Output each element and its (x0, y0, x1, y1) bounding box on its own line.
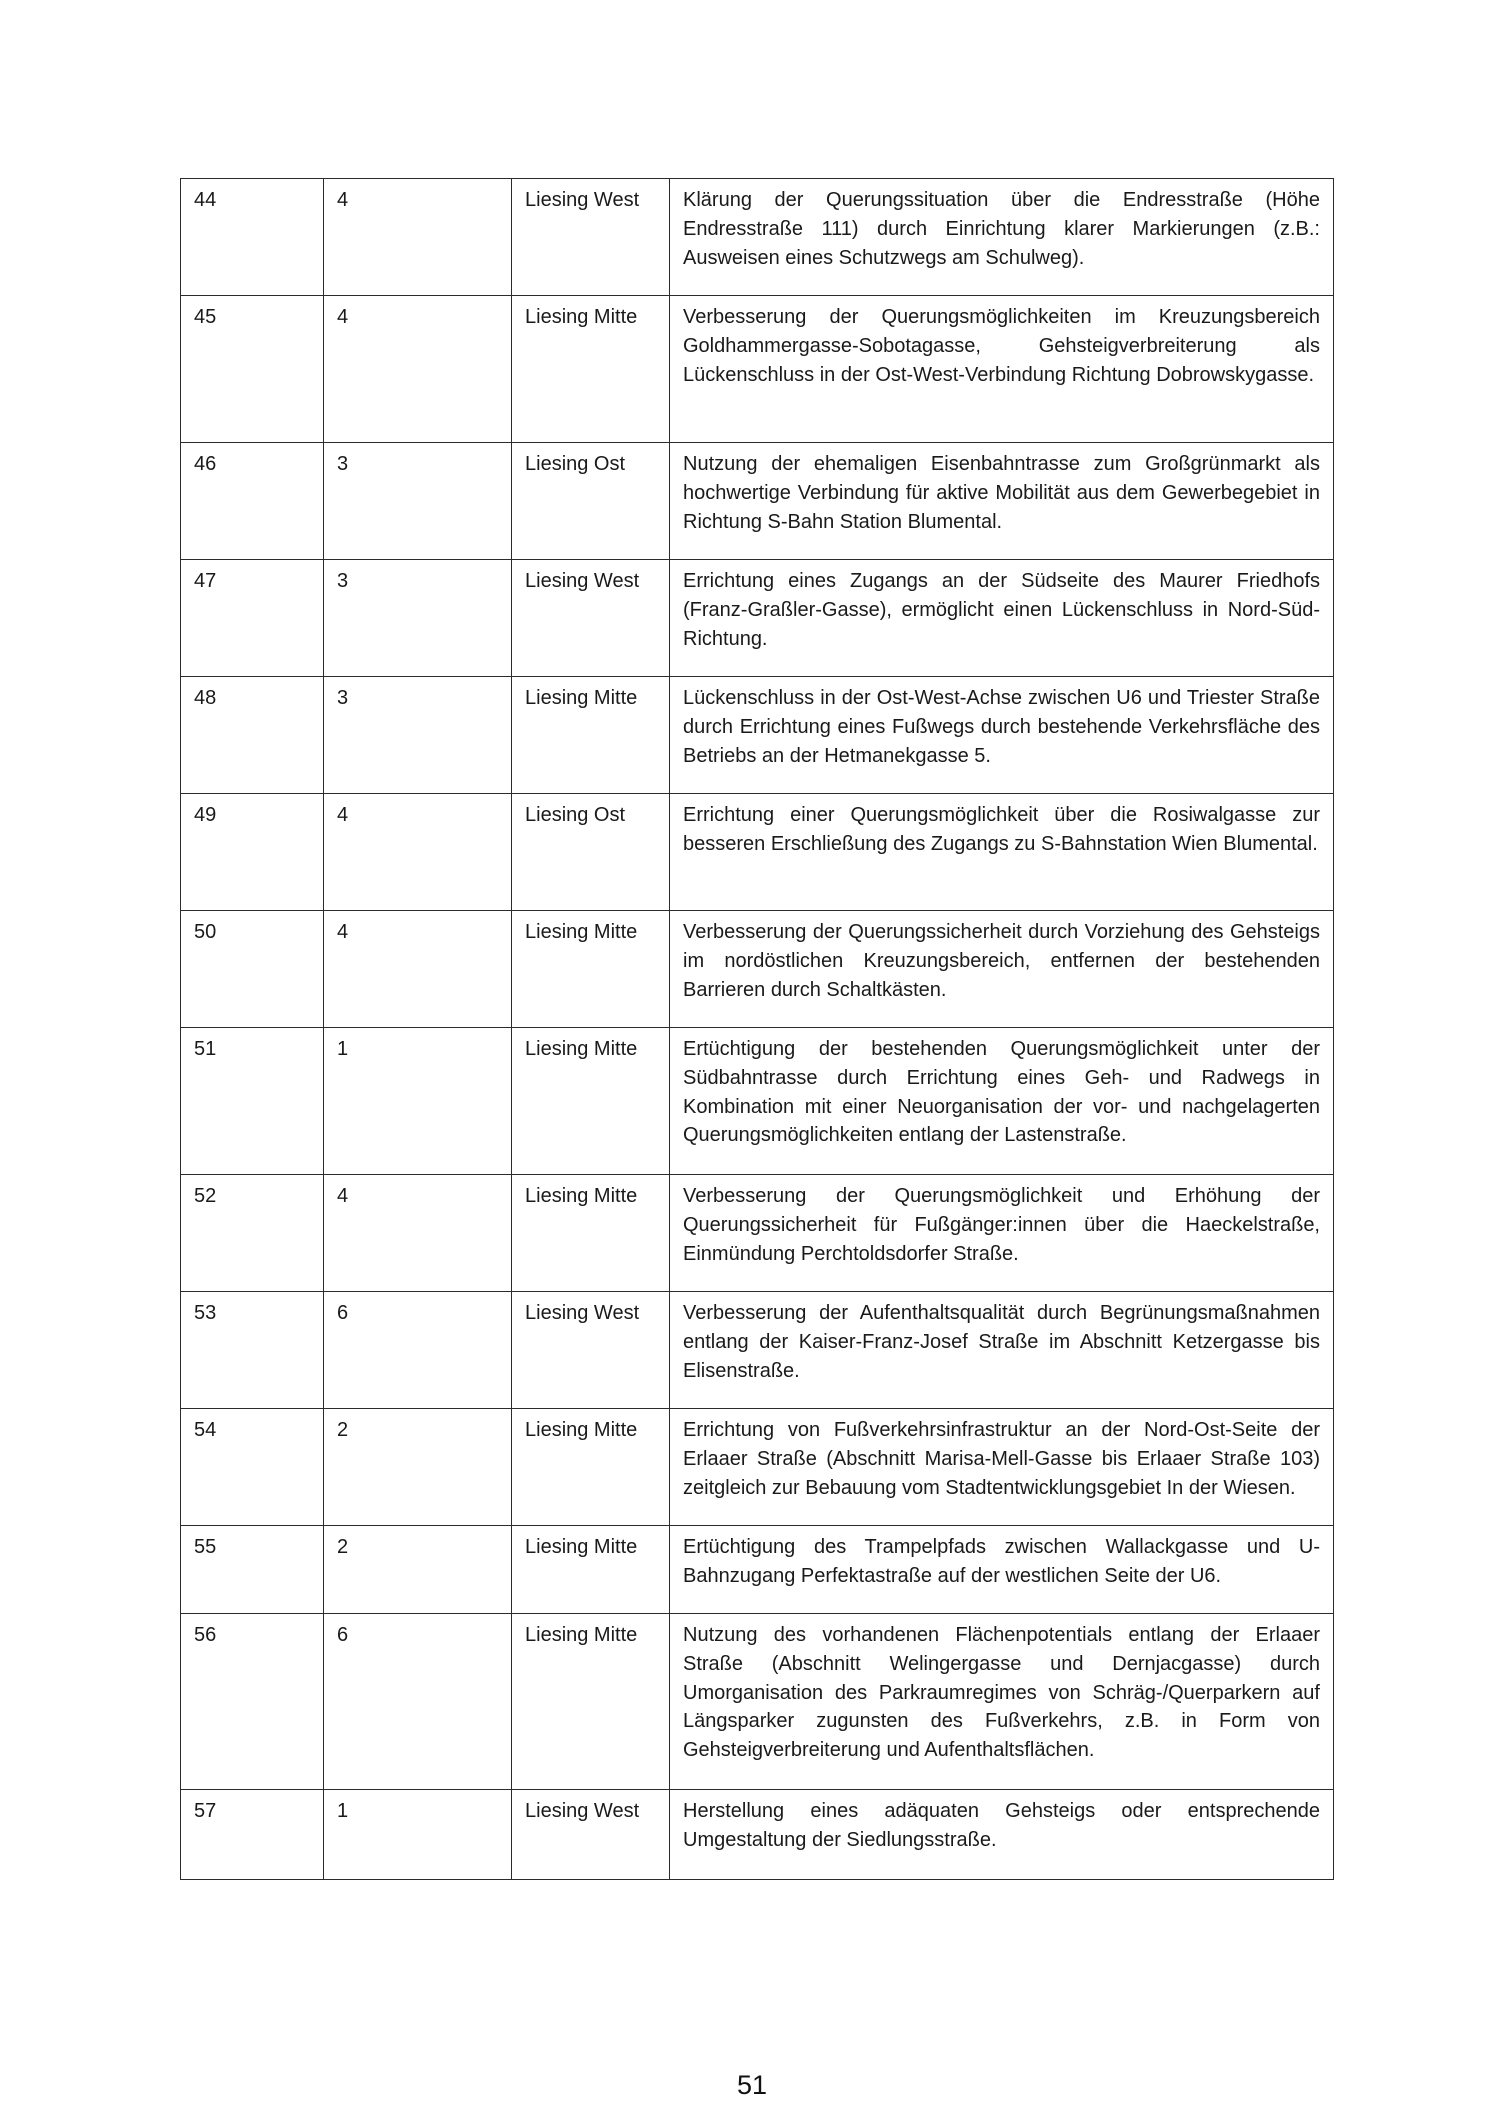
row-priority: 3 (324, 677, 512, 794)
row-priority: 3 (324, 560, 512, 677)
row-area: Liesing Mitte (512, 1175, 670, 1292)
table-row (181, 1175, 1334, 1292)
table-row (181, 794, 1334, 911)
row-priority: 4 (324, 1175, 512, 1292)
row-area: Liesing Mitte (512, 677, 670, 794)
table-row (181, 911, 1334, 1028)
row-number: 54 (181, 1409, 324, 1526)
row-priority: 4 (324, 296, 512, 443)
row-number: 55 (181, 1526, 324, 1614)
row-description: Herstellung eines adäquaten Gehsteigs oder entsprechende Umgestaltung der Siedlungsstraße. (670, 1790, 1334, 1880)
table-row (181, 560, 1334, 677)
row-area: Liesing Mitte (512, 911, 670, 1028)
row-area: Liesing Mitte (512, 1028, 670, 1175)
table-row (181, 296, 1334, 443)
row-description: Lückenschluss in der Ost-West-Achse zwischen U6 und Triester Straße durch Errichtung eines Fußwegs durch bestehende Verkehrsfläche des Betriebs an der Hetmanekgasse 5. (670, 677, 1334, 794)
row-area: Liesing Ost (512, 794, 670, 911)
table-row (181, 1409, 1334, 1526)
row-priority: 6 (324, 1614, 512, 1790)
row-number: 51 (181, 1028, 324, 1175)
row-number: 49 (181, 794, 324, 911)
table-row (181, 1614, 1334, 1790)
table-row (181, 443, 1334, 560)
row-priority: 4 (324, 911, 512, 1028)
row-area: Liesing Mitte (512, 1409, 670, 1526)
row-priority: 1 (324, 1790, 512, 1880)
row-priority: 6 (324, 1292, 512, 1409)
row-description: Klärung der Querungssituation über die Endresstraße (Höhe Endresstraße 111) durch Einrichtung klarer Markierungen (z.B.: Ausweisen eines Schutzwegs am Schulweg). (670, 179, 1334, 296)
table-row (181, 1028, 1334, 1175)
row-area: Liesing West (512, 1790, 670, 1880)
row-number: 52 (181, 1175, 324, 1292)
row-description: Verbesserung der Aufenthaltsqualität durch Begrünungsmaßnahmen entlang der Kaiser-Franz-Josef Straße im Abschnitt Ketzergasse bis Elisenstraße. (670, 1292, 1334, 1409)
row-description: Nutzung der ehemaligen Eisenbahntrasse zum Großgrünmarkt als hochwertige Verbindung für aktive Mobilität aus dem Gewerbegebiet in Richtung S-Bahn Station Blumental. (670, 443, 1334, 560)
row-priority: 4 (324, 794, 512, 911)
row-description: Ertüchtigung des Trampelpfads zwischen Wallackgasse und U-Bahnzugang Perfektastraße auf der westlichen Seite der U6. (670, 1526, 1334, 1614)
row-number: 56 (181, 1614, 324, 1790)
row-description: Nutzung des vorhandenen Flächenpotentials entlang der Erlaaer Straße (Abschnitt Welingergasse und Dernjacgasse) durch Umorganisation des Parkraumregimes von Schräg-/Querparkern auf Längsparker zugunsten des Fußverkehrs, z.B. in Form von Gehsteigverbreiterung und Aufenthaltsflächen. (670, 1614, 1334, 1790)
row-priority: 4 (324, 179, 512, 296)
row-priority: 2 (324, 1526, 512, 1614)
row-description: Verbesserung der Querungssicherheit durch Vorziehung des Gehsteigs im nordöstlichen Kreuzungsbereich, entfernen der bestehenden Barrieren durch Schaltkästen. (670, 911, 1334, 1028)
row-area: Liesing Mitte (512, 1614, 670, 1790)
row-area: Liesing Mitte (512, 1526, 670, 1614)
table-row (181, 179, 1334, 296)
row-number: 50 (181, 911, 324, 1028)
row-number: 45 (181, 296, 324, 443)
row-area: Liesing West (512, 1292, 670, 1409)
row-priority: 3 (324, 443, 512, 560)
table-row (181, 677, 1334, 794)
row-description: Ertüchtigung der bestehenden Querungsmöglichkeit unter der Südbahntrasse durch Errichtung eines Geh- und Radwegs in Kombination mit einer Neuorganisation der vor- und nachgelagerten Querungsmöglichkeiten entlang der Lastenstraße. (670, 1028, 1334, 1175)
row-number: 48 (181, 677, 324, 794)
page-number: 51 (736, 2070, 768, 2100)
row-number: 46 (181, 443, 324, 560)
row-priority: 1 (324, 1028, 512, 1175)
row-area: Liesing West (512, 560, 670, 677)
row-description: Errichtung eines Zugangs an der Südseite des Maurer Friedhofs (Franz-Graßler-Gasse), ermöglicht einen Lückenschluss in Nord-Süd-Richtung. (670, 560, 1334, 677)
row-number: 47 (181, 560, 324, 677)
row-area: Liesing West (512, 179, 670, 296)
row-priority: 2 (324, 1409, 512, 1526)
row-number: 53 (181, 1292, 324, 1409)
row-number: 44 (181, 179, 324, 296)
table-row (181, 1292, 1334, 1409)
table-row (181, 1526, 1334, 1614)
measures-table (180, 178, 1334, 1880)
table-row (181, 1790, 1334, 1880)
row-number: 57 (181, 1790, 324, 1880)
row-description: Verbesserung der Querungsmöglichkeiten im Kreuzungsbereich Goldhammergasse-Sobotagasse, Gehsteigverbreiterung als Lückenschluss in der Ost-West-Verbindung Richtung Dobrowskygasse. (670, 296, 1334, 443)
row-area: Liesing Mitte (512, 296, 670, 443)
row-description: Verbesserung der Querungsmöglichkeit und Erhöhung der Querungssicherheit für Fußgänger:innen über die Haeckelstraße, Einmündung Perchtoldsdorfer Straße. (670, 1175, 1334, 1292)
row-area: Liesing Ost (512, 443, 670, 560)
row-description: Errichtung einer Querungsmöglichkeit über die Rosiwalgasse zur besseren Erschließung des Zugangs zu S-Bahnstation Wien Blumental. (670, 794, 1334, 911)
row-description: Errichtung von Fußverkehrsinfrastruktur an der Nord-Ost-Seite der Erlaaer Straße (Abschnitt Marisa-Mell-Gasse bis Erlaaer Straße 103) zeitgleich zur Bebauung vom Stadtentwicklungsgebiet In der Wiesen. (670, 1409, 1334, 1526)
table-body (181, 179, 1334, 1880)
